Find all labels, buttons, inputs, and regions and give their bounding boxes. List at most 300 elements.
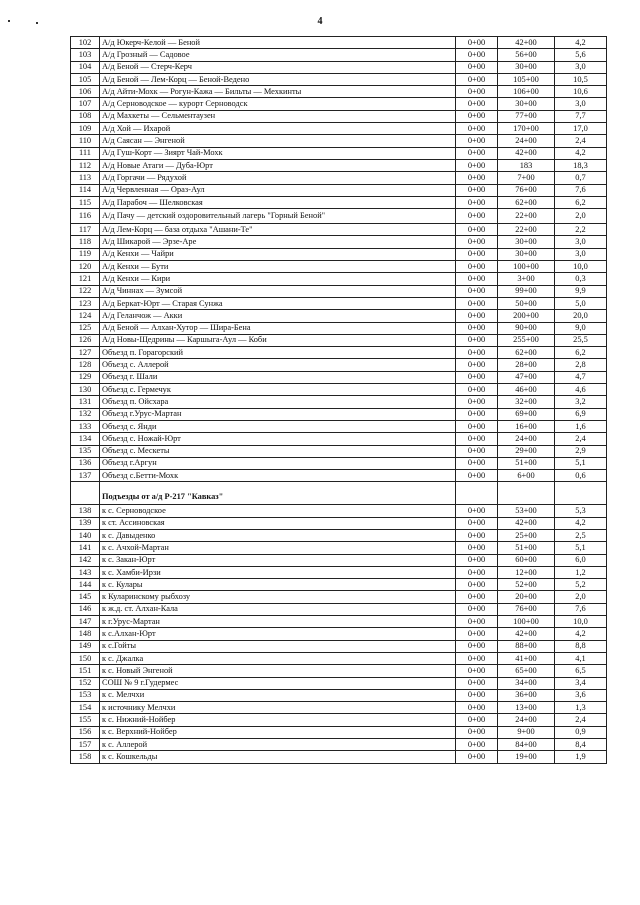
end-km-cell: 183 bbox=[498, 159, 555, 171]
road-name-cell: Объезд г.Урус-Мартан bbox=[100, 408, 456, 420]
start-km-cell: 0+00 bbox=[456, 665, 498, 677]
road-name-cell: к с. Джалка bbox=[100, 652, 456, 664]
row-number-cell: 134 bbox=[71, 433, 100, 445]
table-row bbox=[71, 261, 607, 273]
table-row bbox=[71, 86, 607, 98]
table-row bbox=[71, 433, 607, 445]
table-row bbox=[71, 61, 607, 73]
row-number-cell: 141 bbox=[71, 542, 100, 554]
table-row bbox=[71, 322, 607, 334]
table-row bbox=[71, 123, 607, 135]
end-km-cell: 22+00 bbox=[498, 209, 555, 224]
start-km-cell: 0+00 bbox=[456, 110, 498, 122]
row-number-cell: 126 bbox=[71, 334, 100, 346]
table-row bbox=[71, 297, 607, 309]
row-number-cell: 105 bbox=[71, 73, 100, 85]
row-number-cell: 102 bbox=[71, 37, 100, 49]
row-number-cell: 129 bbox=[71, 371, 100, 383]
start-km-cell: 0+00 bbox=[456, 347, 498, 359]
table-row bbox=[71, 566, 607, 578]
length-km-cell: 5,3 bbox=[555, 505, 607, 517]
road-name-cell: СОШ № 9 г.Гудермес bbox=[100, 677, 456, 689]
length-km-cell: 5,1 bbox=[555, 457, 607, 469]
row-number-cell: 152 bbox=[71, 677, 100, 689]
table-row bbox=[71, 603, 607, 615]
road-name-cell: А/д Геланчож — Акки bbox=[100, 310, 456, 322]
table-row bbox=[71, 110, 607, 122]
table-row bbox=[71, 347, 607, 359]
road-name-cell: А/д Беной — Алхан-Хутор — Шира-Бена bbox=[100, 322, 456, 334]
row-number-cell bbox=[71, 482, 100, 505]
row-number-cell: 156 bbox=[71, 726, 100, 738]
start-km-cell: 0+00 bbox=[456, 98, 498, 110]
start-km-cell: 0+00 bbox=[456, 616, 498, 628]
start-km-cell: 0+00 bbox=[456, 640, 498, 652]
road-name-cell: А/д Чиннах — Зумсой bbox=[100, 285, 456, 297]
end-km-cell: 52+00 bbox=[498, 579, 555, 591]
road-name-cell: Объезд г.Аргун bbox=[100, 457, 456, 469]
start-km-cell: 0+00 bbox=[456, 628, 498, 640]
end-km-cell: 42+00 bbox=[498, 147, 555, 159]
road-name-cell: А/д Гуш-Корт — Зиярт Чай-Мохк bbox=[100, 147, 456, 159]
start-km-cell: 0+00 bbox=[456, 159, 498, 171]
row-number-cell: 139 bbox=[71, 517, 100, 529]
length-km-cell: 4,2 bbox=[555, 628, 607, 640]
start-km-cell: 0+00 bbox=[456, 714, 498, 726]
start-km-cell: 0+00 bbox=[456, 739, 498, 751]
end-km-cell: 170+00 bbox=[498, 123, 555, 135]
scan-speck bbox=[8, 20, 10, 22]
length-km-cell: 1,3 bbox=[555, 702, 607, 714]
start-km-cell: 0+00 bbox=[456, 689, 498, 701]
road-name-cell: А/д Горгачи — Рядухой bbox=[100, 172, 456, 184]
row-number-cell: 118 bbox=[71, 236, 100, 248]
road-name-cell: к с. Кулары bbox=[100, 579, 456, 591]
length-km-cell bbox=[555, 482, 607, 505]
page-number: 4 bbox=[317, 16, 323, 27]
end-km-cell: 36+00 bbox=[498, 689, 555, 701]
table-row bbox=[71, 665, 607, 677]
row-number-cell: 128 bbox=[71, 359, 100, 371]
table-row bbox=[71, 159, 607, 171]
row-number-cell: 138 bbox=[71, 505, 100, 517]
end-km-cell: 76+00 bbox=[498, 184, 555, 196]
row-number-cell: 117 bbox=[71, 224, 100, 236]
table-row bbox=[71, 135, 607, 147]
table-row bbox=[71, 739, 607, 751]
row-number-cell: 113 bbox=[71, 172, 100, 184]
end-km-cell: 200+00 bbox=[498, 310, 555, 322]
length-km-cell: 10,6 bbox=[555, 86, 607, 98]
end-km-cell: 13+00 bbox=[498, 702, 555, 714]
start-km-cell: 0+00 bbox=[456, 236, 498, 248]
table-row bbox=[71, 420, 607, 432]
length-km-cell: 4,2 bbox=[555, 517, 607, 529]
end-km-cell: 53+00 bbox=[498, 505, 555, 517]
end-km-cell: 3+00 bbox=[498, 273, 555, 285]
row-number-cell: 158 bbox=[71, 751, 100, 763]
row-number-cell: 145 bbox=[71, 591, 100, 603]
table-row bbox=[71, 49, 607, 61]
road-name-cell: к источнику Мелчхи bbox=[100, 702, 456, 714]
row-number-cell: 108 bbox=[71, 110, 100, 122]
end-km-cell: 51+00 bbox=[498, 542, 555, 554]
length-km-cell: 5,6 bbox=[555, 49, 607, 61]
start-km-cell: 0+00 bbox=[456, 726, 498, 738]
road-name-cell: к с. Закан-Юрт bbox=[100, 554, 456, 566]
start-km-cell: 0+00 bbox=[456, 433, 498, 445]
start-km-cell: 0+00 bbox=[456, 196, 498, 208]
table-row bbox=[71, 505, 607, 517]
row-number-cell: 112 bbox=[71, 159, 100, 171]
end-km-cell: 41+00 bbox=[498, 652, 555, 664]
start-km-cell: 0+00 bbox=[456, 123, 498, 135]
row-number-cell: 125 bbox=[71, 322, 100, 334]
end-km-cell: 30+00 bbox=[498, 98, 555, 110]
length-km-cell: 0,9 bbox=[555, 726, 607, 738]
end-km-cell: 62+00 bbox=[498, 347, 555, 359]
length-km-cell: 1,2 bbox=[555, 566, 607, 578]
road-name-cell: А/д Новые Атаги — Дуба-Юрт bbox=[100, 159, 456, 171]
road-name-cell: к с. Верхний-Нойбер bbox=[100, 726, 456, 738]
start-km-cell: 0+00 bbox=[456, 591, 498, 603]
start-km-cell: 0+00 bbox=[456, 49, 498, 61]
start-km-cell: 0+00 bbox=[456, 420, 498, 432]
table-row bbox=[71, 640, 607, 652]
end-km-cell: 12+00 bbox=[498, 566, 555, 578]
row-number-cell: 124 bbox=[71, 310, 100, 322]
start-km-cell: 0+00 bbox=[456, 371, 498, 383]
length-km-cell: 2,5 bbox=[555, 529, 607, 541]
road-name-cell: А/д Махкеты — Сельментаузен bbox=[100, 110, 456, 122]
end-km-cell: 24+00 bbox=[498, 714, 555, 726]
length-km-cell: 4,1 bbox=[555, 652, 607, 664]
row-number-cell: 136 bbox=[71, 457, 100, 469]
roads-table bbox=[70, 36, 607, 764]
row-number-cell: 114 bbox=[71, 184, 100, 196]
road-name-cell: А/д Беной — Лем-Корц — Беной-Ведено bbox=[100, 73, 456, 85]
row-number-cell: 127 bbox=[71, 347, 100, 359]
start-km-cell: 0+00 bbox=[456, 505, 498, 517]
table-row bbox=[71, 196, 607, 208]
road-name-cell: А/д Кенхи — Чайри bbox=[100, 248, 456, 260]
end-km-cell: 24+00 bbox=[498, 433, 555, 445]
end-km-cell: 90+00 bbox=[498, 322, 555, 334]
road-name-cell: А/д Грозный — Садовое bbox=[100, 49, 456, 61]
road-name-cell: к с. Хамби-Ирзи bbox=[100, 566, 456, 578]
start-km-cell: 0+00 bbox=[456, 603, 498, 615]
row-number-cell: 132 bbox=[71, 408, 100, 420]
length-km-cell: 4,7 bbox=[555, 371, 607, 383]
table-row bbox=[71, 310, 607, 322]
length-km-cell: 3,0 bbox=[555, 98, 607, 110]
length-km-cell: 4,6 bbox=[555, 384, 607, 396]
road-name-cell: А/д Хой — Ихарой bbox=[100, 123, 456, 135]
length-km-cell: 6,9 bbox=[555, 408, 607, 420]
row-number-cell: 146 bbox=[71, 603, 100, 615]
start-km-cell: 0+00 bbox=[456, 359, 498, 371]
road-name-cell: А/д Юкерч-Келой — Беной bbox=[100, 37, 456, 49]
table-row bbox=[71, 726, 607, 738]
table-row bbox=[71, 248, 607, 260]
row-number-cell: 121 bbox=[71, 273, 100, 285]
length-km-cell: 2,4 bbox=[555, 135, 607, 147]
row-number-cell: 147 bbox=[71, 616, 100, 628]
end-km-cell: 84+00 bbox=[498, 739, 555, 751]
table-row bbox=[71, 517, 607, 529]
start-km-cell: 0+00 bbox=[456, 73, 498, 85]
end-km-cell: 30+00 bbox=[498, 236, 555, 248]
length-km-cell: 6,0 bbox=[555, 554, 607, 566]
road-name-cell: Объезд п. Ойсхара bbox=[100, 396, 456, 408]
length-km-cell: 7,6 bbox=[555, 184, 607, 196]
row-number-cell: 131 bbox=[71, 396, 100, 408]
start-km-cell: 0+00 bbox=[456, 652, 498, 664]
length-km-cell: 18,3 bbox=[555, 159, 607, 171]
start-km-cell: 0+00 bbox=[456, 445, 498, 457]
road-name-cell: Подъезды от а/д Р-217 "Кавказ" bbox=[100, 482, 456, 505]
row-number-cell: 103 bbox=[71, 49, 100, 61]
end-km-cell: 42+00 bbox=[498, 37, 555, 49]
road-name-cell: А/д Шикарой — Эрзе-Аре bbox=[100, 236, 456, 248]
table-row bbox=[71, 702, 607, 714]
table-row bbox=[71, 616, 607, 628]
start-km-cell: 0+00 bbox=[456, 248, 498, 260]
start-km-cell: 0+00 bbox=[456, 384, 498, 396]
end-km-cell: 99+00 bbox=[498, 285, 555, 297]
row-number-cell: 115 bbox=[71, 196, 100, 208]
end-km-cell: 51+00 bbox=[498, 457, 555, 469]
end-km-cell: 42+00 bbox=[498, 628, 555, 640]
table-row bbox=[71, 689, 607, 701]
road-name-cell: к с. Аллерой bbox=[100, 739, 456, 751]
road-name-cell: А/д Червленная — Ораз-Аул bbox=[100, 184, 456, 196]
start-km-cell: 0+00 bbox=[456, 285, 498, 297]
road-name-cell: А/д Айти-Мохк — Рогун-Кажа — Бильты — Мехкинты bbox=[100, 86, 456, 98]
end-km-cell: 20+00 bbox=[498, 591, 555, 603]
end-km-cell: 16+00 bbox=[498, 420, 555, 432]
length-km-cell: 7,6 bbox=[555, 603, 607, 615]
length-km-cell: 3,6 bbox=[555, 689, 607, 701]
table-row bbox=[71, 677, 607, 689]
end-km-cell: 22+00 bbox=[498, 224, 555, 236]
start-km-cell: 0+00 bbox=[456, 61, 498, 73]
table-row bbox=[71, 224, 607, 236]
table-row bbox=[71, 751, 607, 763]
length-km-cell: 2,8 bbox=[555, 359, 607, 371]
start-km-cell: 0+00 bbox=[456, 172, 498, 184]
length-km-cell: 1,9 bbox=[555, 751, 607, 763]
table-row bbox=[71, 591, 607, 603]
start-km-cell: 0+00 bbox=[456, 751, 498, 763]
table-row bbox=[71, 172, 607, 184]
road-name-cell: к с. Мелчхи bbox=[100, 689, 456, 701]
table-row bbox=[71, 209, 607, 224]
end-km-cell: 28+00 bbox=[498, 359, 555, 371]
table-row bbox=[71, 384, 607, 396]
row-number-cell: 133 bbox=[71, 420, 100, 432]
end-km-cell: 19+00 bbox=[498, 751, 555, 763]
road-name-cell: к с. Новый Энгеной bbox=[100, 665, 456, 677]
start-km-cell: 0+00 bbox=[456, 542, 498, 554]
table-row bbox=[71, 457, 607, 469]
row-number-cell: 119 bbox=[71, 248, 100, 260]
start-km-cell: 0+00 bbox=[456, 184, 498, 196]
start-km-cell: 0+00 bbox=[456, 517, 498, 529]
end-km-cell: 34+00 bbox=[498, 677, 555, 689]
length-km-cell: 3,0 bbox=[555, 248, 607, 260]
road-name-cell: к ст. Ассиновская bbox=[100, 517, 456, 529]
length-km-cell: 0,7 bbox=[555, 172, 607, 184]
start-km-cell: 0+00 bbox=[456, 224, 498, 236]
start-km-cell: 0+00 bbox=[456, 297, 498, 309]
end-km-cell: 100+00 bbox=[498, 261, 555, 273]
row-number-cell: 107 bbox=[71, 98, 100, 110]
end-km-cell: 29+00 bbox=[498, 445, 555, 457]
section-header-row bbox=[71, 482, 607, 505]
start-km-cell: 0+00 bbox=[456, 529, 498, 541]
row-number-cell: 106 bbox=[71, 86, 100, 98]
road-name-cell: А/д Серноводское — курорт Серноводск bbox=[100, 98, 456, 110]
road-name-cell: А/д Кенхи — Кири bbox=[100, 273, 456, 285]
end-km-cell: 255+00 bbox=[498, 334, 555, 346]
start-km-cell: 0+00 bbox=[456, 135, 498, 147]
road-name-cell: к г.Урус-Мартан bbox=[100, 616, 456, 628]
row-number-cell: 140 bbox=[71, 529, 100, 541]
length-km-cell: 5,2 bbox=[555, 579, 607, 591]
end-km-cell: 106+00 bbox=[498, 86, 555, 98]
table-row bbox=[71, 147, 607, 159]
road-name-cell: Объезд с. Янди bbox=[100, 420, 456, 432]
end-km-cell: 76+00 bbox=[498, 603, 555, 615]
table-row bbox=[71, 396, 607, 408]
end-km-cell: 77+00 bbox=[498, 110, 555, 122]
start-km-cell: 0+00 bbox=[456, 261, 498, 273]
road-name-cell: к ж.д. ст. Алхан-Кала bbox=[100, 603, 456, 615]
road-name-cell: к с. Ачхой-Мартан bbox=[100, 542, 456, 554]
road-name-cell: А/д Беной — Стерч-Керч bbox=[100, 61, 456, 73]
length-km-cell: 0,6 bbox=[555, 470, 607, 482]
length-km-cell: 2,0 bbox=[555, 209, 607, 224]
table-row bbox=[71, 285, 607, 297]
road-name-cell: к с. Давыденко bbox=[100, 529, 456, 541]
road-name-cell: Объезд с. Аллерой bbox=[100, 359, 456, 371]
row-number-cell: 116 bbox=[71, 209, 100, 224]
length-km-cell: 3,0 bbox=[555, 61, 607, 73]
length-km-cell: 10,5 bbox=[555, 73, 607, 85]
table-row bbox=[71, 542, 607, 554]
table-row bbox=[71, 554, 607, 566]
row-number-cell: 137 bbox=[71, 470, 100, 482]
table-row bbox=[71, 579, 607, 591]
length-km-cell: 8,8 bbox=[555, 640, 607, 652]
end-km-cell: 50+00 bbox=[498, 297, 555, 309]
start-km-cell: 0+00 bbox=[456, 310, 498, 322]
length-km-cell: 2,9 bbox=[555, 445, 607, 457]
end-km-cell: 32+00 bbox=[498, 396, 555, 408]
table-row bbox=[71, 98, 607, 110]
row-number-cell: 153 bbox=[71, 689, 100, 701]
road-name-cell: Объезд с. Гермечук bbox=[100, 384, 456, 396]
length-km-cell: 10,0 bbox=[555, 261, 607, 273]
row-number-cell: 148 bbox=[71, 628, 100, 640]
length-km-cell: 9,0 bbox=[555, 322, 607, 334]
length-km-cell: 4,2 bbox=[555, 147, 607, 159]
start-km-cell: 0+00 bbox=[456, 209, 498, 224]
road-name-cell: А/д Новы-Щедрины — Каршыга-Аул — Коби bbox=[100, 334, 456, 346]
scan-speck bbox=[36, 22, 38, 24]
end-km-cell: 88+00 bbox=[498, 640, 555, 652]
length-km-cell: 25,5 bbox=[555, 334, 607, 346]
start-km-cell: 0+00 bbox=[456, 457, 498, 469]
start-km-cell: 0+00 bbox=[456, 408, 498, 420]
row-number-cell: 111 bbox=[71, 147, 100, 159]
length-km-cell: 2,0 bbox=[555, 591, 607, 603]
start-km-cell: 0+00 bbox=[456, 334, 498, 346]
table-row bbox=[71, 236, 607, 248]
length-km-cell: 0,3 bbox=[555, 273, 607, 285]
start-km-cell: 0+00 bbox=[456, 86, 498, 98]
road-name-cell: А/д Лем-Корц — база отдыха "Ашани-Те" bbox=[100, 224, 456, 236]
start-km-cell bbox=[456, 482, 498, 505]
table-row bbox=[71, 529, 607, 541]
length-km-cell: 20,0 bbox=[555, 310, 607, 322]
end-km-cell: 6+00 bbox=[498, 470, 555, 482]
length-km-cell: 3,0 bbox=[555, 236, 607, 248]
table-row bbox=[71, 628, 607, 640]
end-km-cell bbox=[498, 482, 555, 505]
end-km-cell: 69+00 bbox=[498, 408, 555, 420]
row-number-cell: 122 bbox=[71, 285, 100, 297]
table-row bbox=[71, 408, 607, 420]
road-name-cell: к с.Алхан-Юрт bbox=[100, 628, 456, 640]
row-number-cell: 123 bbox=[71, 297, 100, 309]
start-km-cell: 0+00 bbox=[456, 273, 498, 285]
row-number-cell: 142 bbox=[71, 554, 100, 566]
end-km-cell: 65+00 bbox=[498, 665, 555, 677]
length-km-cell: 8,4 bbox=[555, 739, 607, 751]
length-km-cell: 3,4 bbox=[555, 677, 607, 689]
road-name-cell: к Куларинскому рыбхозу bbox=[100, 591, 456, 603]
table-row bbox=[71, 470, 607, 482]
end-km-cell: 60+00 bbox=[498, 554, 555, 566]
row-number-cell: 155 bbox=[71, 714, 100, 726]
table-row bbox=[71, 37, 607, 49]
road-name-cell: Объезд г. Шали bbox=[100, 371, 456, 383]
road-name-cell: А/д Кенхи — Бути bbox=[100, 261, 456, 273]
length-km-cell: 9,9 bbox=[555, 285, 607, 297]
row-number-cell: 151 bbox=[71, 665, 100, 677]
row-number-cell: 157 bbox=[71, 739, 100, 751]
end-km-cell: 42+00 bbox=[498, 517, 555, 529]
end-km-cell: 25+00 bbox=[498, 529, 555, 541]
table-row bbox=[71, 184, 607, 196]
row-number-cell: 110 bbox=[71, 135, 100, 147]
road-name-cell: к с.Гойты bbox=[100, 640, 456, 652]
table-row bbox=[71, 371, 607, 383]
end-km-cell: 30+00 bbox=[498, 248, 555, 260]
road-name-cell: А/д Парабоч — Шелковская bbox=[100, 196, 456, 208]
length-km-cell: 2,4 bbox=[555, 714, 607, 726]
table-row bbox=[71, 714, 607, 726]
start-km-cell: 0+00 bbox=[456, 702, 498, 714]
table-row bbox=[71, 273, 607, 285]
end-km-cell: 9+00 bbox=[498, 726, 555, 738]
start-km-cell: 0+00 bbox=[456, 147, 498, 159]
road-name-cell: к с. Серноводское bbox=[100, 505, 456, 517]
start-km-cell: 0+00 bbox=[456, 37, 498, 49]
end-km-cell: 46+00 bbox=[498, 384, 555, 396]
